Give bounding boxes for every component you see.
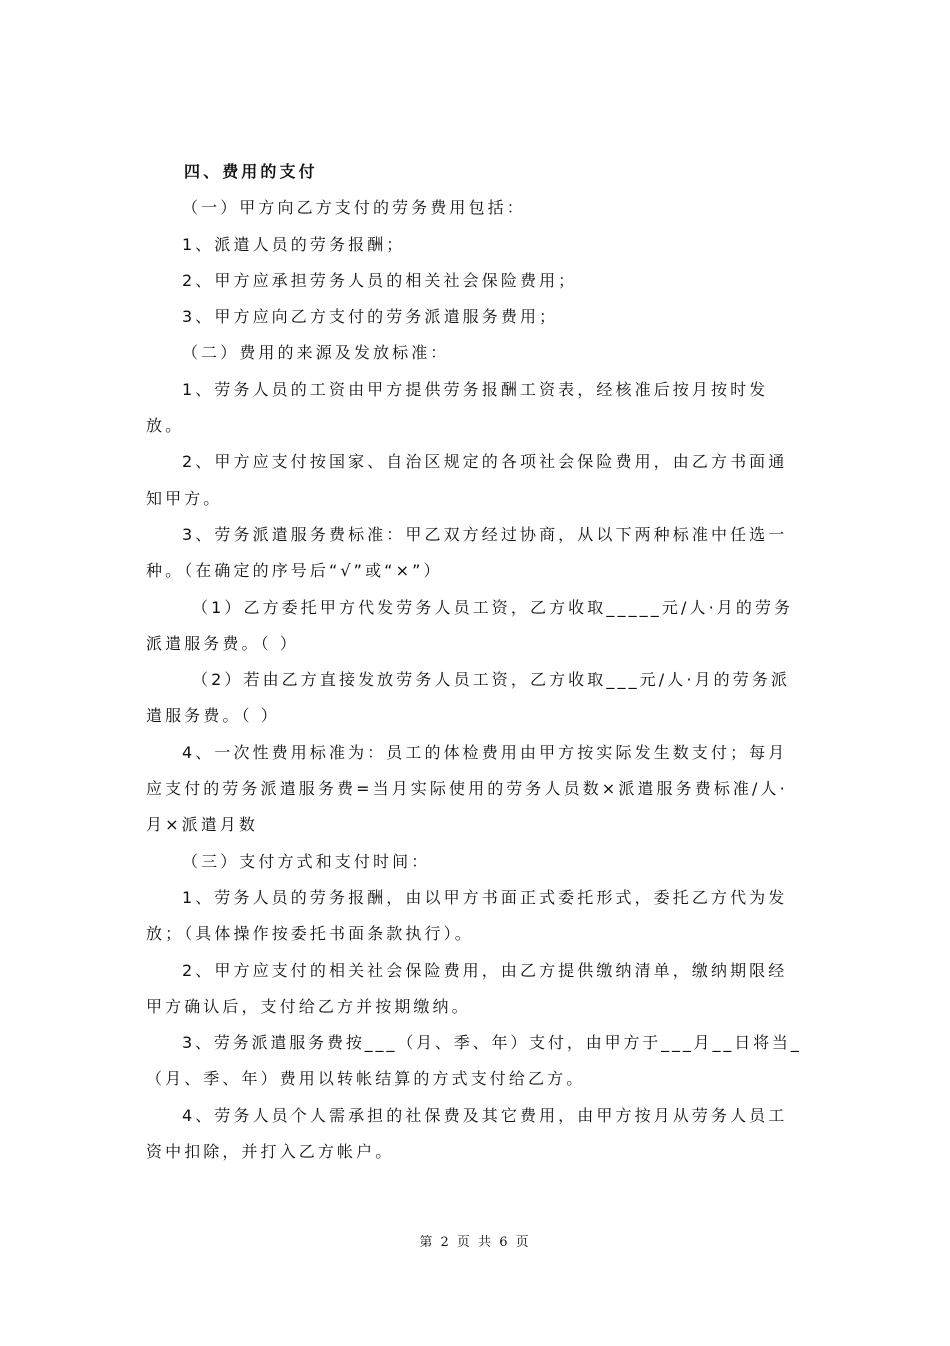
- paragraph-line: （三）支付方式和支付时间：: [182, 851, 431, 871]
- paragraph-line: 知甲方。: [146, 488, 223, 508]
- paragraph-line: 3、甲方应向乙方支付的劳务派遣服务费用；: [182, 307, 559, 327]
- paragraph-line: 4、一次性费用标准为：员工的体检费用由甲方按实际发生数支付；每月: [182, 742, 788, 762]
- paragraph-line: 1、劳务人员的劳务报酬，由以甲方书面正式委托形式，委托乙方代为发: [182, 887, 788, 907]
- section-heading: 四、费用的支付: [184, 162, 318, 181]
- paragraph-line: 3、劳务派遣服务费按___（月、季、年）支付，由甲方于___月__日将当_: [182, 1033, 802, 1053]
- paragraph-line: 2、甲方应支付按国家、自治区规定的各项社会保险费用，由乙方书面通: [182, 452, 788, 472]
- document-body: [146, 154, 810, 1170]
- paragraph-line: 派遣服务费。（ ）: [146, 633, 299, 653]
- paragraph-line: （一）甲方向乙方支付的劳务费用包括：: [182, 198, 526, 218]
- paragraph-line: 4、劳务人员个人需承担的社保费及其它费用，由甲方按月从劳务人员工: [182, 1105, 788, 1125]
- page-number: 第 2 页 共 6 页: [419, 1235, 531, 1250]
- paragraph-line: 1、劳务人员的工资由甲方提供劳务报酬工资表，经核准后按月按时发: [182, 379, 769, 399]
- paragraph-line: 2、甲方应支付的相关社会保险费用，由乙方提供缴纳清单，缴纳期限经: [182, 960, 788, 980]
- paragraph-line: （月、季、年）费用以转帐结算的方式支付给乙方。: [146, 1069, 586, 1089]
- paragraph-line: 应支付的劳务派遣服务费=当月实际使用的劳务人员数×派遣服务费标准/人·: [146, 779, 788, 799]
- paragraph-line: 种。（在确定的序号后“√”或“×”）: [146, 561, 443, 581]
- paragraph-line: 3、劳务派遣服务费标准：甲乙双方经过协商，从以下两种标准中任选一: [182, 524, 788, 544]
- paragraph-line: 2、甲方应承担劳务人员的相关社会保险费用；: [182, 270, 578, 290]
- paragraph-line: 月×派遣月数: [146, 815, 259, 835]
- paragraph-line: 甲方确认后，支付给乙方并按期缴纳。: [146, 996, 471, 1016]
- paragraph-line: （1）乙方委托甲方代发劳务人员工资，乙方收取_____元/人·月的劳务: [192, 597, 794, 617]
- paragraph-line: 资中扣除，并打入乙方帐户。: [146, 1142, 395, 1162]
- paragraph-line: 放。: [146, 416, 185, 436]
- paragraph-line: 放；（具体操作按委托书面条款执行）。: [146, 924, 474, 944]
- paragraph-line: 1、派遣人员的劳务报酬；: [182, 234, 406, 254]
- paragraph-line: （2）若由乙方直接发放劳务人员工资，乙方收取___元/人·月的劳务派: [192, 670, 791, 690]
- paragraph-line: （二）费用的来源及发放标准：: [182, 343, 450, 363]
- paragraph-line: 遣服务费。（ ）: [146, 706, 280, 726]
